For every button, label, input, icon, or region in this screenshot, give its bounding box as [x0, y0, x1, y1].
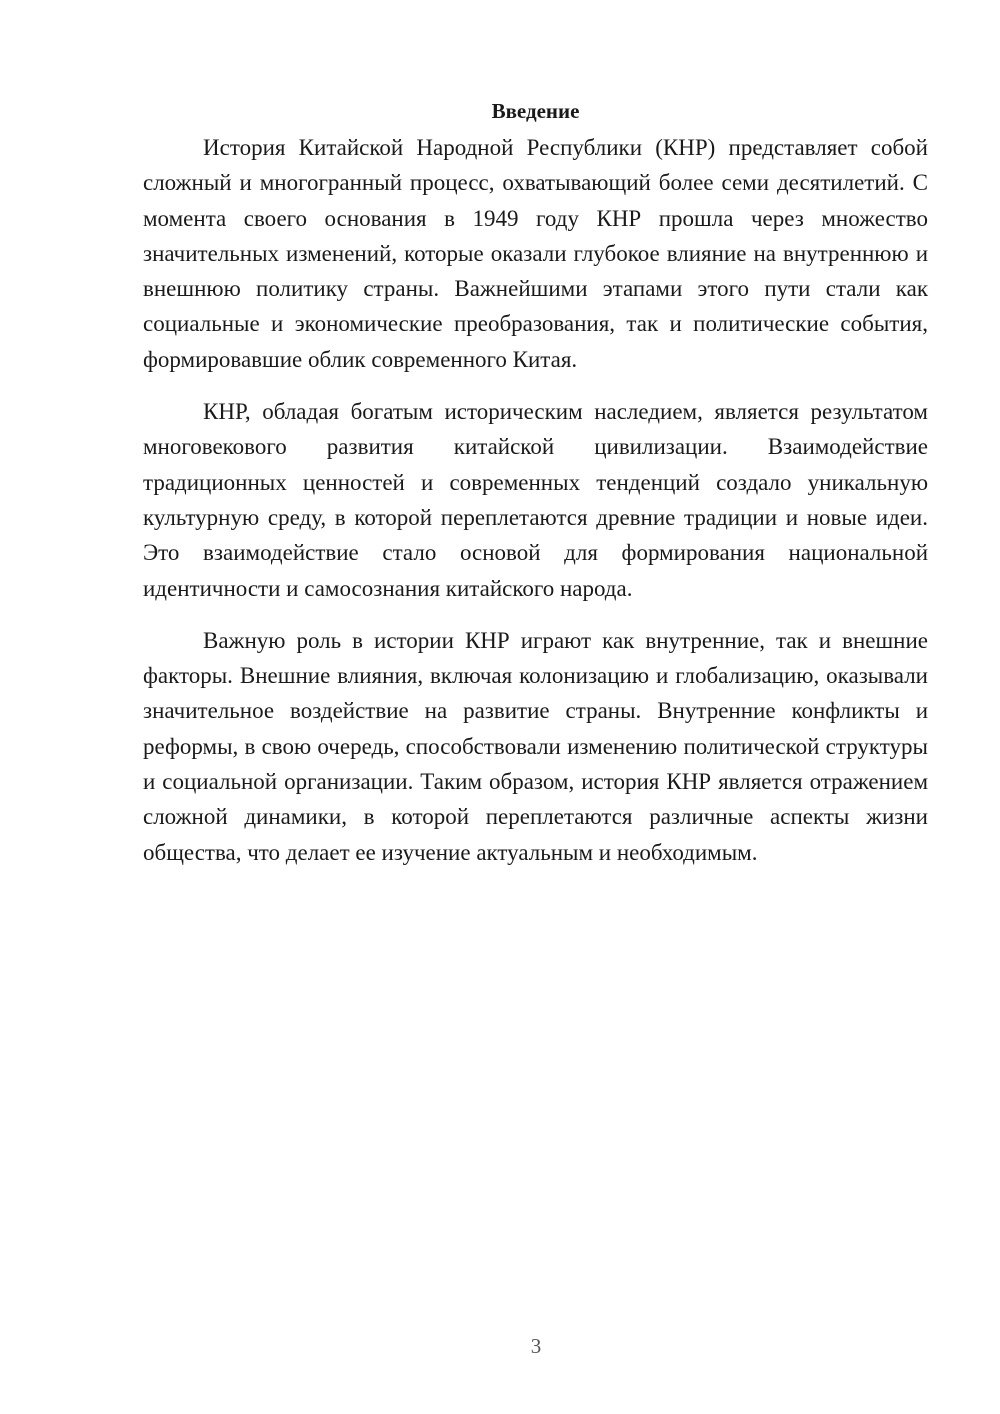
paragraph-1: История Китайской Народной Республики (КНР) представляет собой сложный и многогранный процесс, охватывающий более семи десятилетий. С момента своего основания в 1949 году КНР прошла через множество значительных изменений, которые оказали глубокое влияние на внутреннюю и внешнюю политику страны. Важнейшими этапами этого пути стали как социальные и экономические преобразования, так и политические события, формировавшие облик современного Китая.	[143, 135, 928, 372]
document-body	[143, 96, 928, 887]
page-number: 3	[530, 1334, 542, 1358]
paragraph-3: Важную роль в истории КНР играют как внутренние, так и внешние факторы. Внешние влияния, включая колонизацию и глобализацию, оказывали значительное воздействие на развитие страны. Внутренние конфликты и реформы, в свою очередь, способствовали изменению политической структуры и социальной организации. Таким образом, история КНР является отражением сложной динамики, в которой переплетаются различные аспекты жизни общества, что делает ее изучение актуальным и необходимым.	[143, 627, 928, 865]
paragraph-2: КНР, обладая богатым историческим наследием, является результатом многовекового развития китайской цивилизации. Взаимодействие традиционных ценностей и современных тенденций создало уникальную культурную среду, в которой переплетаются древние традиции и новые идеи. Это взаимодействие стало основой для формирования национальной идентичности и самосознания китайского народа.	[143, 399, 928, 601]
section-heading: Введение	[491, 99, 580, 123]
